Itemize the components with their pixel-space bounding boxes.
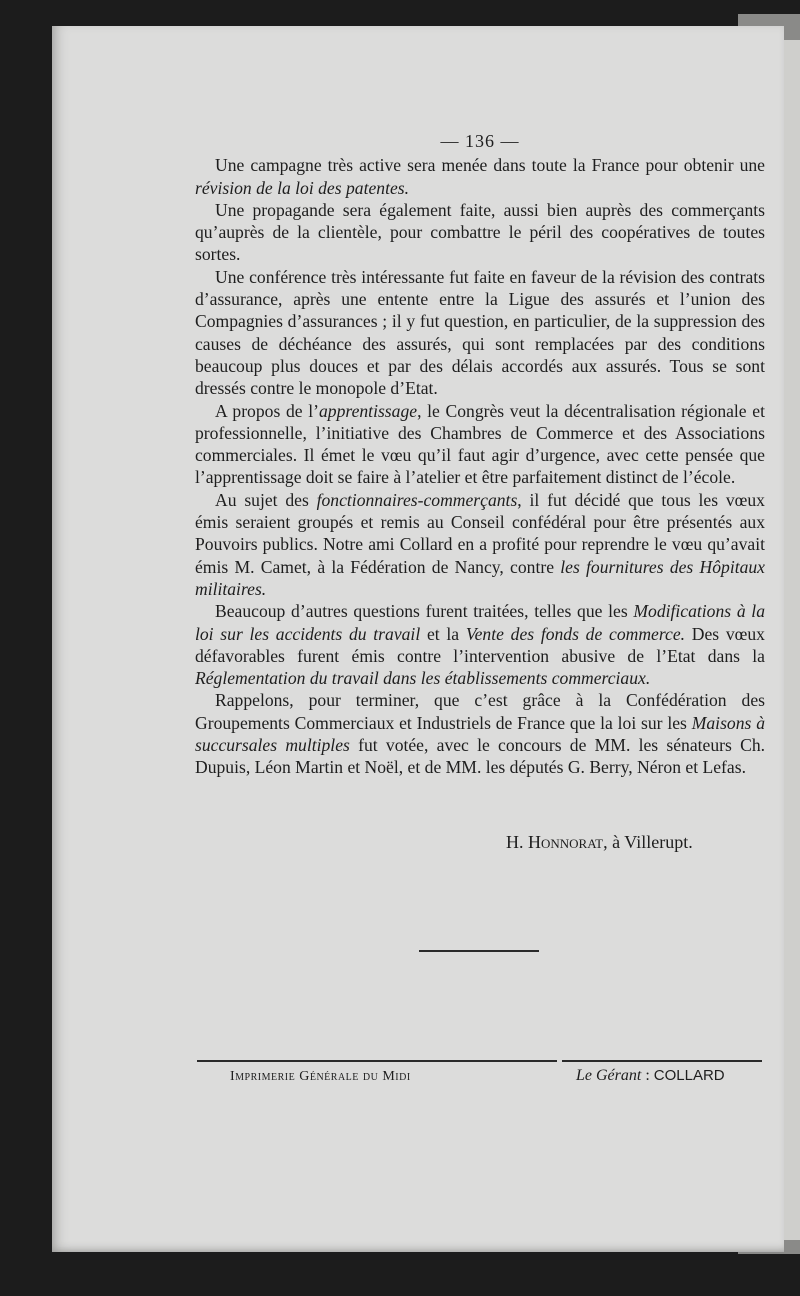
paragraph-italic-text: révision de la loi des patentes. (195, 177, 410, 198)
paragraph (195, 266, 765, 400)
paragraph-text: et la (420, 623, 466, 644)
paragraph-italic-text: Maisons à succursales multiples (195, 712, 765, 756)
paragraph (195, 199, 765, 266)
body-text (195, 130, 765, 779)
paragraph (195, 689, 765, 778)
paragraph-text: Une conférence très intéressante fut faite en faveur de la révision des contrats d’assurance, après une entente entre la Ligue des assurés et l’union des Compagnies d’assurances ; il y fut question, en particulier, de la suppression des causes de déchéance des assurés, qui sont remplacées par des conditions beaucoup plus douces et par des délais accordés aux assurés. Tous se sont dressés contre le monopole d’Etat. (195, 266, 765, 399)
page-number: — 136 — (440, 131, 520, 151)
manager-credit (576, 1067, 725, 1085)
paragraph-italic-text: Réglementation du travail dans les établissements commerciaux. (195, 668, 651, 689)
paragraph-italic-text: les fournitures des Hôpitaux militaires. (195, 556, 765, 599)
paragraph-text: fut votée, avec le concours de MM. les sénateurs Ch. Dupuis, Léon Martin et Noël, et de MM. les députés G. Berry, Néron et Lefas. (195, 735, 766, 778)
paragraph-italic-text: apprentissage (318, 400, 418, 421)
manager-name: COLLARD (653, 1067, 725, 1084)
paragraph-text: Beaucoup d’autres questions furent traitées, telles que les (215, 601, 634, 622)
paragraph-text: Des vœux défavorables furent émis contre l’intervention abusive de l’Etat dans la (195, 623, 765, 666)
manager-separator: : (641, 1067, 654, 1084)
signature (506, 832, 693, 853)
manager-label: Le Gérant (576, 1067, 642, 1084)
paragraph (195, 400, 765, 489)
paragraph-italic-text: Modifications à la loi sur les accidents du travail (195, 601, 765, 644)
footer-rule-right (562, 1060, 762, 1062)
paragraph-text: Rappelons, pour terminer, que c’est grâce à la Confédération des Groupements Commerciaux et Industriels de France que la loi sur les (195, 690, 765, 733)
paragraph-text: , il fut décidé que tous les vœux émis seraient groupés et remis au Conseil confédéral pour être présentés aux Pouvoirs publics. Notre ami Collard en a profité pour reprendre le vœu qu’avait émis M. Camet, à la Fédération de Nancy, contre (195, 489, 765, 577)
paragraph-italic-text: fonctionnaires-commerçants (316, 489, 518, 510)
paragraph (195, 489, 765, 600)
paragraph-text: , le Congrès veut la décentralisation régionale et professionnelle, l’initiative des Chambres de Commerce et des Associations commerciales. Il émet le vœu qu’il faut agir d’urgence, avec cette pensée que l’apprentissage doit se faire à l’atelier et être parfaitement distinct de l’école. (195, 400, 765, 488)
paragraph-text: Au sujet des (215, 489, 317, 510)
signature-initial: H. (506, 832, 524, 852)
footer-rule-left (197, 1060, 557, 1062)
paragraph (195, 154, 765, 199)
signature-place: , à Villerupt. (603, 832, 693, 852)
end-rule (419, 950, 539, 952)
paragraph-text: Une propagande sera également faite, aussi bien auprès des commerçants qu’auprès de la clientèle, pour combattre le péril des coopératives de toutes sortes. (195, 199, 765, 265)
paragraphs (195, 154, 765, 778)
paragraph-text: Une campagne très active sera menée dans toute la France pour obtenir une (215, 155, 765, 176)
paragraph-text: A propos de l’ (215, 400, 319, 421)
printer-name: Imprimerie Générale du Midi (230, 1069, 411, 1084)
signature-name: Honnorat (528, 832, 604, 852)
paragraph (195, 600, 765, 689)
paragraph-italic-text: Vente des fonds de commerce. (465, 623, 686, 644)
